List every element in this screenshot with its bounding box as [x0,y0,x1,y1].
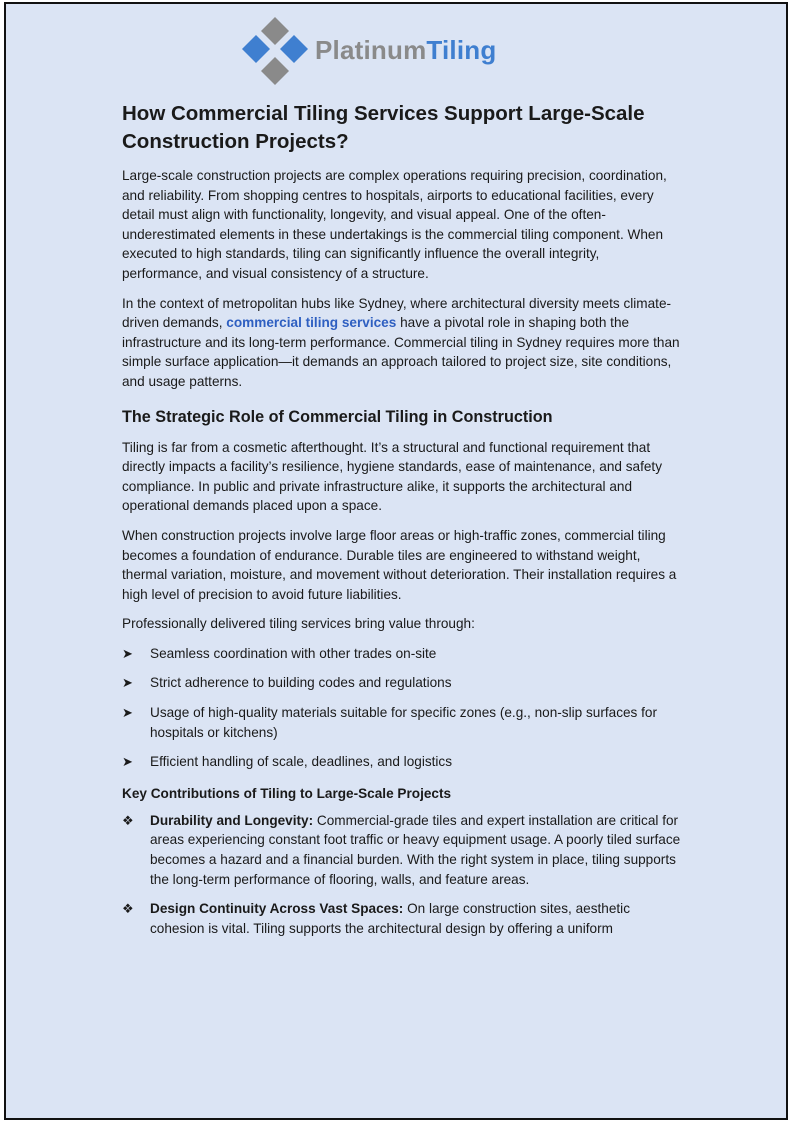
list-item [122,673,682,693]
contribution-label: Durability and Longevity: [150,812,314,828]
four-diamond-bullet-icon: ❖ [122,812,134,828]
list-item-text: Efficient handling of scale, deadlines, and logistics [150,754,453,770]
contribution-text: On large construction sites, aesthetic cohesion is vital. Tiling supports the architectural design by offering a uniform [150,901,631,936]
list-item-text: Usage of high-quality materials suitable for specific zones (e.g., non-slip surfaces for hospitals or kitchens) [150,705,657,740]
section-heading-key-contributions: Key Contributions of Tiling to Large-Scale Projects [122,785,452,801]
list-item [122,899,682,938]
arrow-bullet-icon: ➤ [122,675,133,691]
list-item [122,752,682,772]
intro-paragraph-2 [122,294,682,392]
list-item [122,811,682,889]
intro-paragraph-1: Large-scale construction projects are complex operations requiring precision, coordination, and reliability. From shopping centres to hospitals, airports to educational facilities, every detail must align with functionality, longevity, and visual appeal. One of the often-underestimated elements in these undertakings is the commercial tiling component. When executed to high standards, tiling can significantly influence the overall integrity, performance, and visual consistency of a structure. [122,168,667,281]
article-title: How Commercial Tiling Services Support Large-Scale Construction Projects? [122,102,645,153]
four-diamond-bullet-icon: ❖ [122,901,134,917]
logo-diamond-icon [239,15,311,87]
contribution-text: Commercial-grade tiles and expert installation are critical for areas experiencing constant foot traffic or heavy equipment usage. A poorly tiled surface becomes a hazard and a financial burden. With the right system in place, tiling supports the long-term performance of flooring, walls, and feature areas. [150,812,681,887]
contributions-list [122,811,682,939]
arrow-bullet-icon: ➤ [122,754,133,770]
list-item [122,644,682,664]
intro-p2-text-before: In the context of metropolitan hubs like Sydney, where architectural diversity meets climate-driven demands, [122,295,672,331]
list-item-text: Seamless coordination with other trades on-site [150,645,437,661]
logo-word-platinum: Platinum [315,35,427,65]
section-heading-strategic-role: The Strategic Role of Commercial Tiling in Construction [122,407,553,426]
strategic-paragraph-2: When construction projects involve large floor areas or high-traffic zones, commercial tiling becomes a foundation of endurance. Durable tiles are engineered to withstand weight, thermal variation, moisture, and movement without deterioration. Their installation requires a high level of precision to avoid future liabilities. [122,527,677,602]
commercial-tiling-services-link[interactable]: commercial tiling services [226,315,397,331]
value-list [122,644,682,772]
platinum-tiling-logo[interactable] [239,15,529,87]
article-body [122,100,682,948]
logo-word-tiling: Tiling [426,35,497,65]
strategic-paragraph-1: Tiling is far from a cosmetic afterthought. It’s a structural and functional requirement that directly impacts a facility’s resilience, hygiene standards, ease of maintenance, and safety compliance. In public and private infrastructure alike, it supports the architectural and operational demands placed upon a space. [122,439,663,514]
strategic-paragraph-3: Professionally delivered tiling services bring value through: [122,616,475,632]
list-item [122,703,682,742]
contribution-label: Design Continuity Across Vast Spaces: [150,901,404,917]
arrow-bullet-icon: ➤ [122,645,133,661]
arrow-bullet-icon: ➤ [122,705,133,721]
logo-wordmark [315,35,496,65]
intro-p2-text-after: have a pivotal role in shaping both the infrastructure and its long-term performance. Commercial tiling in Sydney requires more than simple surface application—it demands an approach tailored to project size, site conditions, and usage patterns. [122,315,680,389]
list-item-text: Strict adherence to building codes and regulations [150,675,452,691]
document-page [4,2,788,1120]
